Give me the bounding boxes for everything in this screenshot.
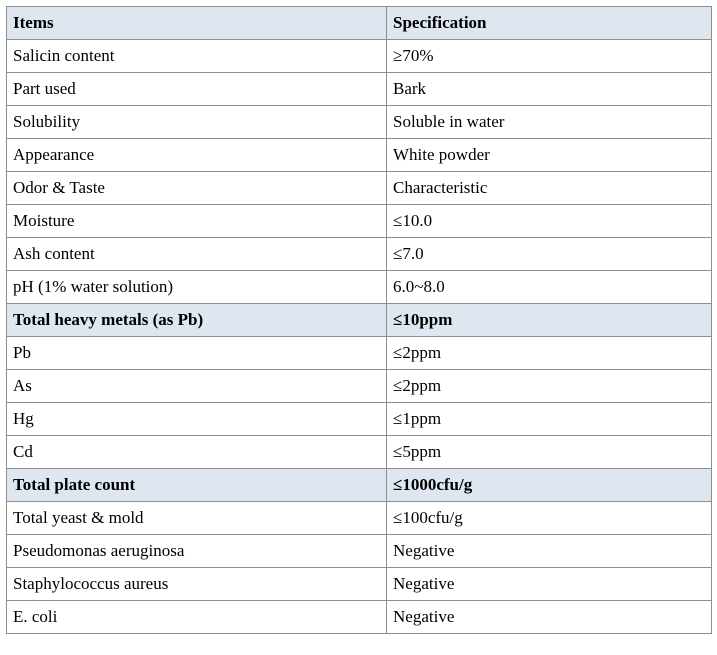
spec-cell: ≤100cfu/g	[387, 502, 712, 535]
item-cell: Pb	[7, 337, 387, 370]
table-row	[7, 106, 712, 139]
spec-cell: ≤7.0	[387, 238, 712, 271]
table-row	[7, 40, 712, 73]
table-row	[7, 403, 712, 436]
table-row	[7, 436, 712, 469]
table-row	[7, 502, 712, 535]
spec-cell: ≤1000cfu/g	[387, 469, 712, 502]
spec-cell: ≤2ppm	[387, 337, 712, 370]
item-cell: Total plate count	[7, 469, 387, 502]
spec-cell: Negative	[387, 535, 712, 568]
item-cell: Appearance	[7, 139, 387, 172]
item-cell: Total heavy metals (as Pb)	[7, 304, 387, 337]
item-cell: E. coli	[7, 601, 387, 634]
spec-cell: ≤1ppm	[387, 403, 712, 436]
spec-cell: Bark	[387, 73, 712, 106]
item-cell: Odor & Taste	[7, 172, 387, 205]
table-row	[7, 73, 712, 106]
table-row	[7, 205, 712, 238]
spec-cell: ≤10.0	[387, 205, 712, 238]
table-header-row	[7, 7, 712, 40]
header-specification: Specification	[387, 7, 712, 40]
spec-cell: Negative	[387, 568, 712, 601]
table-row-group-plate-count	[7, 469, 712, 502]
table-row-group-heavy-metals	[7, 304, 712, 337]
item-cell: Salicin content	[7, 40, 387, 73]
table-body	[7, 40, 712, 634]
item-cell: Hg	[7, 403, 387, 436]
spec-cell: White powder	[387, 139, 712, 172]
table-row	[7, 337, 712, 370]
item-cell: Pseudomonas aeruginosa	[7, 535, 387, 568]
table-row	[7, 568, 712, 601]
item-cell: Solubility	[7, 106, 387, 139]
table-row	[7, 238, 712, 271]
spec-cell: ≥70%	[387, 40, 712, 73]
table-row	[7, 535, 712, 568]
table-row	[7, 172, 712, 205]
spec-cell: Characteristic	[387, 172, 712, 205]
spec-cell: Soluble in water	[387, 106, 712, 139]
spec-cell: ≤10ppm	[387, 304, 712, 337]
table-row	[7, 601, 712, 634]
item-cell: As	[7, 370, 387, 403]
item-cell: Cd	[7, 436, 387, 469]
specification-table	[6, 6, 712, 634]
spec-cell: 6.0~8.0	[387, 271, 712, 304]
table-row	[7, 370, 712, 403]
item-cell: Moisture	[7, 205, 387, 238]
table-row	[7, 139, 712, 172]
item-cell: Staphylococcus aureus	[7, 568, 387, 601]
item-cell: Ash content	[7, 238, 387, 271]
item-cell: Part used	[7, 73, 387, 106]
spec-cell: ≤5ppm	[387, 436, 712, 469]
spec-cell: Negative	[387, 601, 712, 634]
item-cell: pH (1% water solution)	[7, 271, 387, 304]
table-row	[7, 271, 712, 304]
spec-cell: ≤2ppm	[387, 370, 712, 403]
header-items: Items	[7, 7, 387, 40]
item-cell: Total yeast & mold	[7, 502, 387, 535]
